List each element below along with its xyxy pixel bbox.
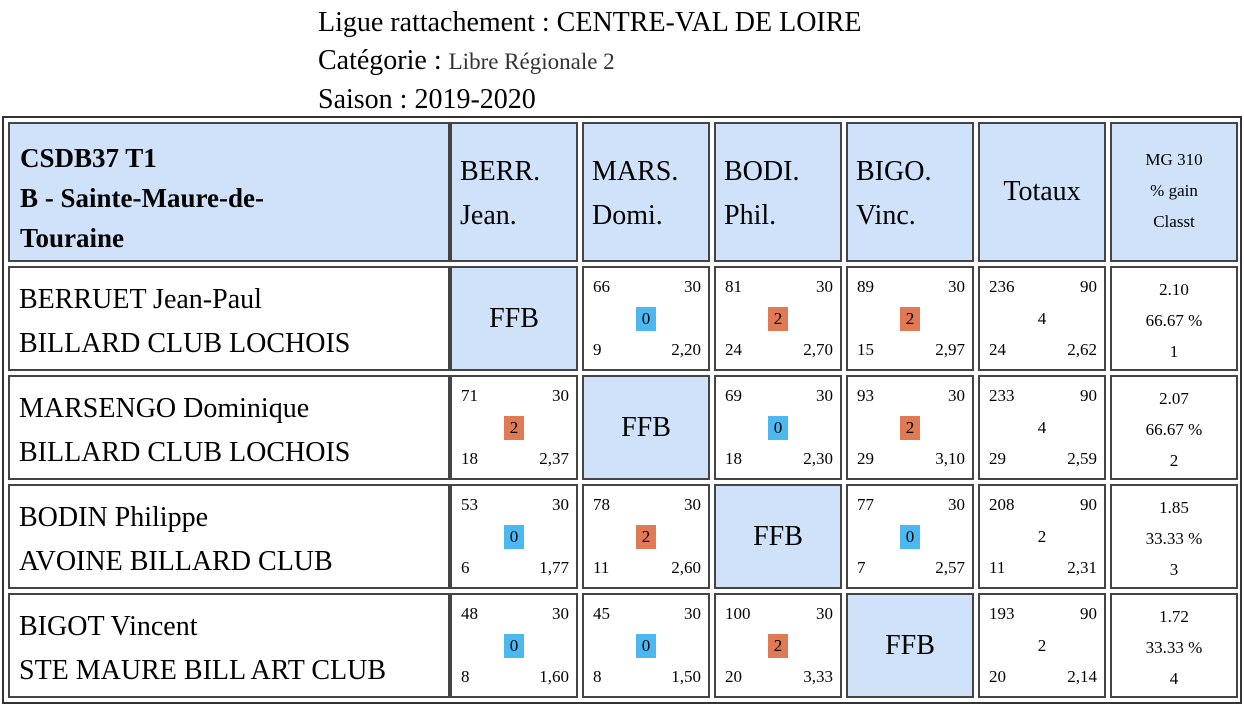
- totals-cell: [978, 266, 1106, 371]
- self-match-cell: [714, 484, 842, 589]
- results-table: [2, 116, 1242, 704]
- match-result-cell: [846, 484, 974, 589]
- match-points-badge: 0: [504, 525, 524, 549]
- points-target: 90: [1080, 277, 1097, 296]
- innings: 18: [461, 449, 478, 468]
- player-club: AVOINE BILLARD CLUB: [19, 546, 333, 577]
- points-target: 30: [684, 604, 701, 623]
- average: 2,30: [803, 449, 833, 468]
- points-target: 90: [1080, 495, 1097, 514]
- match-result-cell: [582, 266, 710, 371]
- points-scored: 89: [857, 277, 874, 296]
- group-name-line1: B - Sainte-Maure-de-: [20, 183, 264, 213]
- average: 1,77: [539, 558, 569, 577]
- points-target: 30: [948, 386, 965, 405]
- points-scored: 69: [725, 386, 742, 405]
- opponent-abbr-firstname: Domi.: [592, 200, 663, 231]
- opponent-abbr-surname: BODI.: [724, 156, 800, 187]
- totals-column-header: [978, 122, 1106, 262]
- points-scored: 53: [461, 495, 478, 514]
- match-result-cell: [846, 375, 974, 480]
- categorie-value: Libre Régionale 2: [448, 49, 615, 74]
- average: 1,50: [671, 667, 701, 686]
- points-target: 90: [1080, 386, 1097, 405]
- average: 3,10: [935, 449, 965, 468]
- ffb-label: FFB: [753, 520, 803, 552]
- average: 2,20: [671, 340, 701, 359]
- points-target: 30: [552, 495, 569, 514]
- player-name: MARSENGO Dominique: [19, 393, 310, 424]
- stats-column-header: [1110, 122, 1238, 262]
- points-scored: 208: [989, 495, 1015, 514]
- match-result-cell: [450, 375, 578, 480]
- average: 2,62: [1067, 340, 1097, 359]
- points-target: 30: [552, 604, 569, 623]
- innings: 20: [989, 667, 1006, 686]
- mg-value: 1.85: [1159, 498, 1189, 517]
- innings: 20: [725, 667, 742, 686]
- opponent-column-header: [714, 122, 842, 262]
- points-scored: 71: [461, 386, 478, 405]
- gain-value: 33.33 %: [1145, 529, 1203, 548]
- categorie-label: Catégorie :: [318, 45, 449, 76]
- points-target: 30: [684, 495, 701, 514]
- player-cell: [8, 266, 450, 371]
- innings: 24: [725, 340, 742, 359]
- innings: 8: [461, 667, 470, 686]
- points-scored: 66: [593, 277, 610, 296]
- page-header: [318, 4, 862, 119]
- average: 2,60: [671, 558, 701, 577]
- player-name: BERRUET Jean-Paul: [19, 284, 262, 315]
- points-target: 90: [1080, 604, 1097, 623]
- player-club: BILLARD CLUB LOCHOIS: [19, 437, 351, 468]
- innings: 24: [989, 340, 1006, 359]
- totals-label: Totaux: [1003, 176, 1081, 207]
- opponent-column-header: [450, 122, 578, 262]
- ffb-label: FFB: [885, 629, 935, 661]
- opponent-abbr-surname: BIGO.: [856, 156, 932, 187]
- points-target: 30: [816, 277, 833, 296]
- match-result-cell: [714, 266, 842, 371]
- opponent-abbr-firstname: Phil.: [724, 200, 777, 231]
- average: 3,33: [803, 667, 833, 686]
- match-result-cell: [582, 593, 710, 698]
- innings: 9: [593, 340, 602, 359]
- average: 2,14: [1067, 667, 1097, 686]
- points-scored: 45: [593, 604, 610, 623]
- points-target: 30: [684, 277, 701, 296]
- player-cell: [8, 484, 450, 589]
- average: 2,97: [935, 340, 965, 359]
- total-match-points: 4: [1037, 417, 1047, 437]
- match-points-badge: 0: [900, 525, 920, 549]
- match-points-badge: 2: [900, 307, 920, 331]
- rank-value: 3: [1169, 560, 1179, 579]
- saison-line: Saison : 2019-2020: [318, 84, 536, 115]
- player-club: STE MAURE BILL ART CLUB: [19, 655, 387, 686]
- player-stats-cell: [1110, 266, 1238, 371]
- innings: 29: [989, 449, 1006, 468]
- mg-value: 2.10: [1159, 280, 1189, 299]
- match-result-cell: [450, 593, 578, 698]
- match-points-badge: 2: [636, 525, 656, 549]
- points-scored: 233: [989, 386, 1015, 405]
- match-points-badge: 0: [768, 416, 788, 440]
- points-scored: 81: [725, 277, 742, 296]
- points-target: 30: [948, 277, 965, 296]
- match-points-badge: 2: [768, 307, 788, 331]
- innings: 11: [989, 558, 1006, 577]
- points-scored: 236: [989, 277, 1015, 296]
- innings: 8: [593, 667, 602, 686]
- player-stats-cell: [1110, 484, 1238, 589]
- gain-label: % gain: [1150, 181, 1198, 200]
- rank-value: 4: [1169, 669, 1179, 688]
- opponent-abbr-surname: MARS.: [592, 156, 679, 187]
- rank-value: 1: [1169, 342, 1179, 361]
- points-scored: 48: [461, 604, 478, 623]
- average: 2,59: [1067, 449, 1097, 468]
- match-points-badge: 2: [768, 634, 788, 658]
- match-points-badge: 2: [504, 416, 524, 440]
- mg-value: 1.72: [1159, 607, 1189, 626]
- opponent-abbr-firstname: Jean.: [460, 200, 517, 231]
- gain-value: 33.33 %: [1145, 638, 1203, 657]
- innings: 29: [857, 449, 874, 468]
- match-points-badge: 0: [636, 634, 656, 658]
- innings: 15: [857, 340, 874, 359]
- opponent-abbr-surname: BERR.: [460, 156, 541, 187]
- gain-value: 66.67 %: [1145, 420, 1203, 439]
- opponent-abbr-firstname: Vinc.: [856, 200, 916, 231]
- points-target: 30: [552, 386, 569, 405]
- group-header-cell: [8, 122, 450, 262]
- innings: 11: [593, 558, 610, 577]
- match-result-cell: [714, 375, 842, 480]
- totals-cell: [978, 484, 1106, 589]
- ffb-label: FFB: [489, 302, 539, 334]
- points-scored: 78: [593, 495, 610, 514]
- rank-value: 2: [1169, 451, 1179, 470]
- match-points-badge: 0: [636, 307, 656, 331]
- player-club: BILLARD CLUB LOCHOIS: [19, 328, 351, 359]
- player-stats-cell: [1110, 375, 1238, 480]
- classt-label: Classt: [1153, 212, 1195, 231]
- player-name: BIGOT Vincent: [19, 611, 198, 642]
- total-match-points: 2: [1037, 635, 1047, 655]
- mg-label: MG 310: [1145, 150, 1203, 169]
- points-target: 30: [948, 495, 965, 514]
- average: 2,70: [803, 340, 833, 359]
- self-match-cell: [450, 266, 578, 371]
- ligue-line: Ligue rattachement : CENTRE-VAL DE LOIRE: [318, 7, 862, 38]
- opponent-column-header: [582, 122, 710, 262]
- group-code: CSDB37 T1: [20, 143, 157, 173]
- opponent-column-header: [846, 122, 974, 262]
- group-name-line2: Touraine: [20, 223, 125, 253]
- player-cell: [8, 593, 450, 698]
- average: 1,60: [539, 667, 569, 686]
- match-result-cell: [714, 593, 842, 698]
- average: 2,31: [1067, 558, 1097, 577]
- match-result-cell: [846, 266, 974, 371]
- points-scored: 93: [857, 386, 874, 405]
- points-scored: 193: [989, 604, 1015, 623]
- average: 2,57: [935, 558, 965, 577]
- match-points-badge: 2: [900, 416, 920, 440]
- total-match-points: 4: [1037, 308, 1047, 328]
- innings: 18: [725, 449, 742, 468]
- player-stats-cell: [1110, 593, 1238, 698]
- points-scored: 100: [725, 604, 751, 623]
- match-result-cell: [582, 484, 710, 589]
- self-match-cell: [846, 593, 974, 698]
- points-target: 30: [816, 604, 833, 623]
- totals-cell: [978, 375, 1106, 480]
- player-cell: [8, 375, 450, 480]
- categorie-line: [318, 42, 862, 81]
- gain-value: 66.67 %: [1145, 311, 1203, 330]
- match-points-badge: 0: [504, 634, 524, 658]
- points-target: 30: [816, 386, 833, 405]
- self-match-cell: [582, 375, 710, 480]
- mg-value: 2.07: [1159, 389, 1189, 408]
- totals-cell: [978, 593, 1106, 698]
- match-result-cell: [450, 484, 578, 589]
- total-match-points: 2: [1037, 526, 1047, 546]
- points-scored: 77: [857, 495, 874, 514]
- ffb-label: FFB: [621, 411, 671, 443]
- player-name: BODIN Philippe: [19, 502, 208, 533]
- innings: 6: [461, 558, 470, 577]
- average: 2,37: [539, 449, 569, 468]
- innings: 7: [857, 558, 866, 577]
